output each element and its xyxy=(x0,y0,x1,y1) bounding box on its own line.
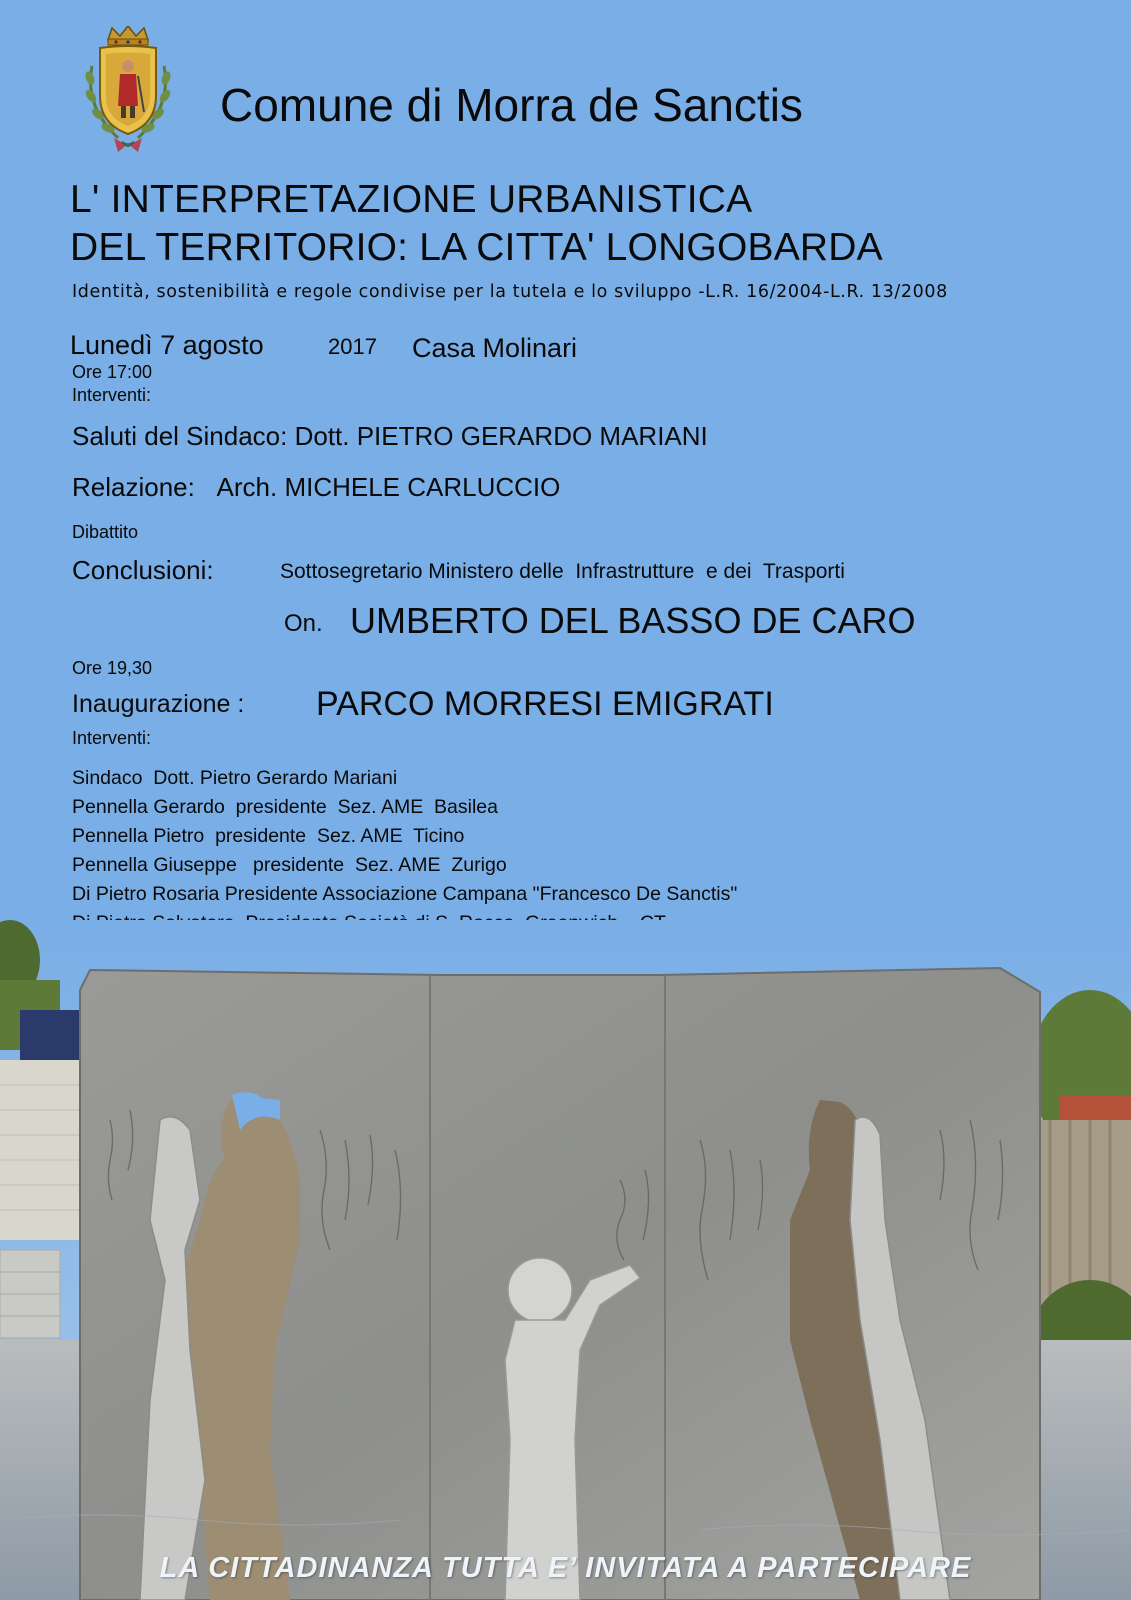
inauguration-park-name: PARCO MORRESI EMIGRATI xyxy=(316,685,774,723)
speaker-item: Pennella Giuseppe presidente Sez. AME Zurigo xyxy=(72,854,507,876)
event-venue: Casa Molinari xyxy=(412,333,578,363)
conclusions-honorific: On. xyxy=(284,610,323,637)
report-label: Relazione: xyxy=(72,472,195,502)
conclusions-speaker-title: Sottosegretario Ministero delle Infrastrutture e dei Trasporti xyxy=(280,560,845,583)
event-subtitle: Identità, sostenibilità e regole condivise per la tutela e lo sviluppo -L.R. 16/2004-L.R. 13/2008 xyxy=(72,282,948,302)
coat-of-arms-emblem xyxy=(78,26,178,156)
speaker-item: Di Pietro Rosaria Presidente Associazione Campana "Francesco De Sanctis" xyxy=(72,883,738,905)
conclusions-speaker-name: UMBERTO DEL BASSO DE CARO xyxy=(350,600,916,641)
speaker-item: Pennella Gerardo presidente Sez. AME Basilea xyxy=(72,796,498,818)
conclusions-label: Conclusioni: xyxy=(72,555,214,585)
inauguration-time: Ore 19,30 xyxy=(72,658,153,678)
sculpture-photo xyxy=(0,920,1131,1600)
debate-label: Dibattito xyxy=(72,522,139,542)
invitation-banner: LA CITTADINANZA TUTTA E’ INVITATA A PARTECIPARE xyxy=(159,1552,972,1584)
inauguration-label: Inaugurazione : xyxy=(72,690,245,718)
report-speaker: Arch. MICHELE CARLUCCIO xyxy=(216,472,561,502)
speaker-item: Sindaco Dott. Pietro Gerardo Mariani xyxy=(72,767,398,789)
mayor-greetings: Saluti del Sindaco: Dott. PIETRO GERARDO MARIANI xyxy=(72,421,708,451)
report-line xyxy=(72,472,560,503)
event-title-line1: L' INTERPRETAZIONE URBANISTICA xyxy=(70,178,753,221)
municipality-name: Comune di Morra de Sanctis xyxy=(220,79,803,131)
interventions-label: Interventi: xyxy=(72,385,152,405)
event-date: Lunedì 7 agosto xyxy=(70,330,264,360)
event-title-line2: DEL TERRITORIO: LA CITTA' LONGOBARDA xyxy=(70,226,883,269)
event-year: 2017 xyxy=(328,334,377,359)
speaker-item: Pennella Pietro presidente Sez. AME Ticino xyxy=(72,825,465,847)
inauguration-interventions-label: Interventi: xyxy=(72,728,152,748)
event-time: Ore 17:00 xyxy=(72,362,153,382)
